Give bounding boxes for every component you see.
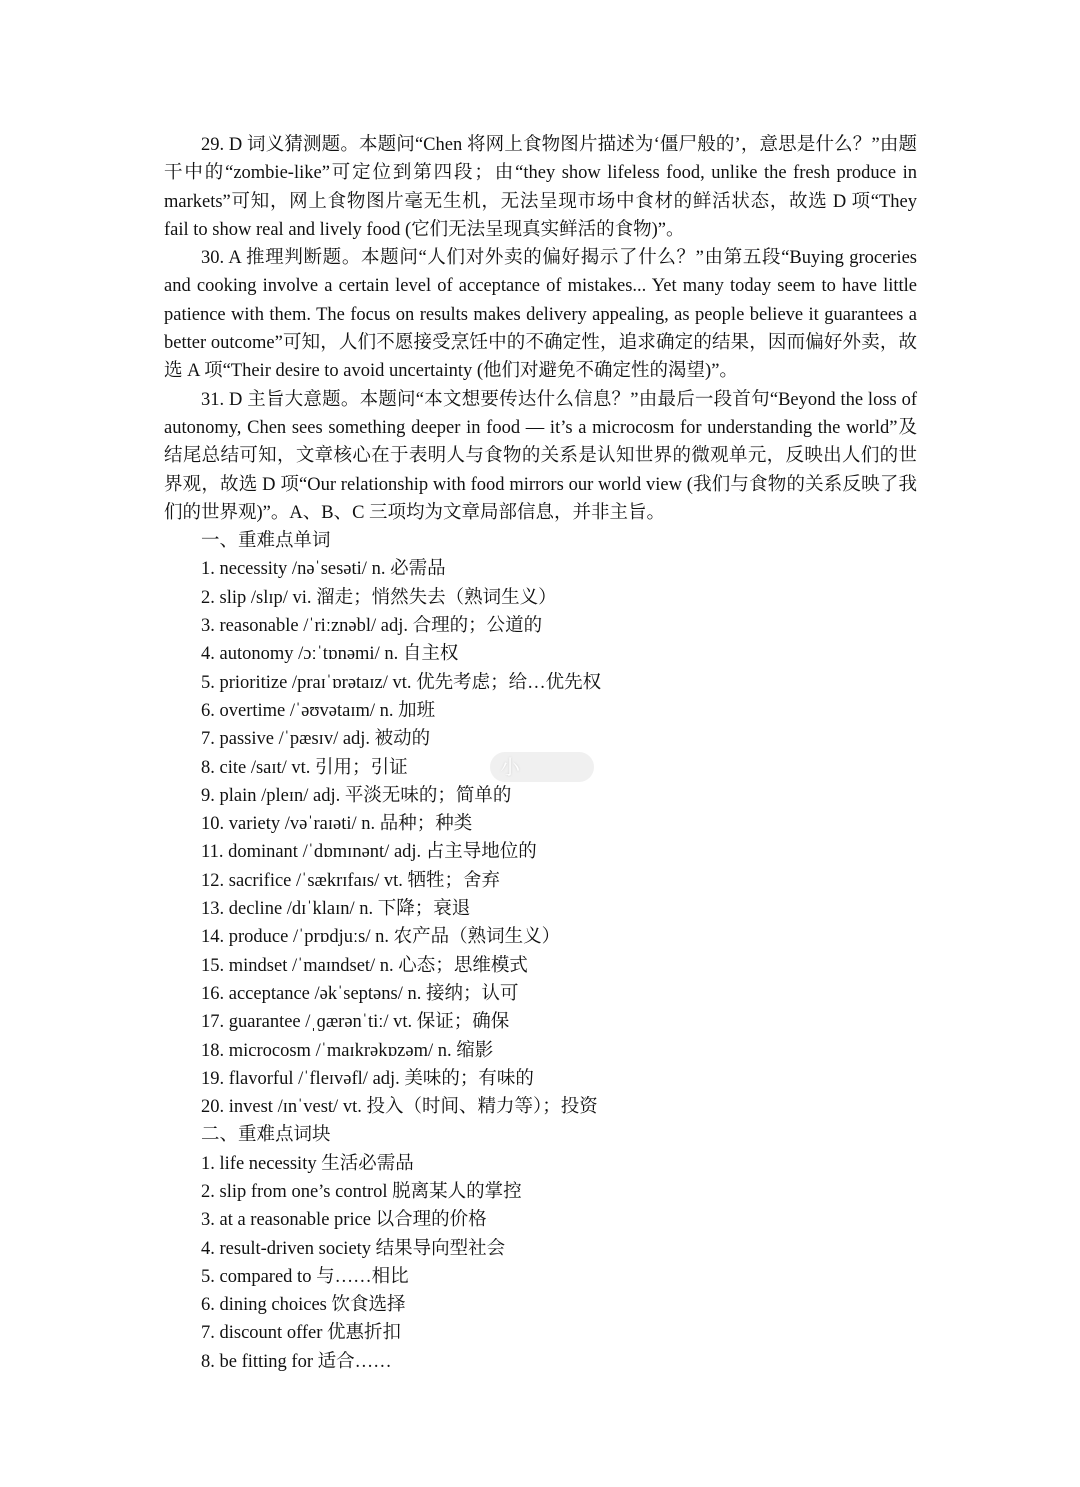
vocab-item: 7. passive /ˈpæsɪv/ adj. 被动的 xyxy=(201,729,431,750)
phrase-item: 4. result-driven society 结果导向型社会 xyxy=(201,1238,506,1259)
vocab-item: 12. sacrifice /ˈsækrɪfaɪs/ vt. 牺牲；舍弃 xyxy=(201,870,501,891)
vocab-item: 19. flavorful /ˈfleɪvəfl/ adj. 美味的；有味的 xyxy=(201,1068,534,1089)
phrase-item: 8. be fitting for 适合…… xyxy=(201,1351,392,1372)
vocab-item: 17. guarantee /ˌɡærənˈtiː/ vt. 保证；确保 xyxy=(201,1012,510,1033)
vocab-item: 10. variety /vəˈraɪəti/ n. 品种；种类 xyxy=(201,814,473,835)
vocab-item: 20. invest /ɪnˈvest/ vt. 投入（时间、精力等）；投资 xyxy=(201,1097,598,1118)
vocab-item: 16. acceptance /əkˈseptəns/ n. 接纳；认可 xyxy=(201,983,519,1004)
answer-30-paragraph: 30. A 推理判断题。本题问“人们对外卖的偏好揭示了什么？”由第五段“Buying groceries and cooking involve a certain level of acceptance of mistakes... Yet many today seem to have little patience with them. The focus on results makes delivery appealing, as people believe it guarantees a better outcome”可知，人们不愿接受烹饪中的不确定性，追求确定的结果，因而偏好外卖，故选 A 项“Their desire to avoid uncertainty (他们对避免不确定性的渴望)”。 xyxy=(164,248,917,382)
phrase-item: 2. slip from one’s control 脱离某人的掌控 xyxy=(201,1181,522,1202)
vocab-item: 18. microcosm /ˈmaɪkrəkɒzəm/ n. 缩影 xyxy=(201,1040,494,1061)
vocab-item: 11. dominant /ˈdɒmɪnənt/ adj. 占主导地位的 xyxy=(201,842,537,863)
vocab-item: 2. slip /slɪp/ vi. 溜走；悄然失去（熟词生义） xyxy=(201,587,557,608)
vocab-item: 14. produce /ˈprɒdjuːs/ n. 农产品（熟词生义） xyxy=(201,927,561,948)
vocab-list xyxy=(164,555,917,1121)
vocab-item: 13. decline /dɪˈklaɪn/ n. 下降；衰退 xyxy=(201,899,471,920)
phrase-list xyxy=(164,1150,917,1376)
vocab-item: 4. autonomy /ɔːˈtɒnəmi/ n. 自主权 xyxy=(201,644,459,665)
vocab-item: 15. mindset /ˈmaɪndset/ n. 心态；思维模式 xyxy=(201,955,528,976)
answer-31-paragraph: 31. D 主旨大意题。本题问“本文想要传达什么信息？”由最后一段首句“Beyond the loss of autonomy, Chen sees something deeper in food — it’s a microcosm for understanding the world”及结尾总结可知，文章核心在于表明人与食物的关系是认知世界的微观单元，反映出人们的世界观，故选 D 项“Our relationship with food mirrors our world view (我们与食物的关系反映了我们的世界观)”。A、B、C 三项均为文章局部信息，并非主旨。 xyxy=(164,389,917,523)
phrase-item: 3. at a reasonable price 以合理的价格 xyxy=(201,1210,487,1231)
vocab-item: 5. prioritize /praɪˈɒrətaɪz/ vt. 优先考虑；给…优先权 xyxy=(201,672,602,693)
phrase-item: 5. compared to 与……相比 xyxy=(201,1266,409,1287)
phrase-item: 1. life necessity 生活必需品 xyxy=(201,1153,414,1174)
vocab-item: 9. plain /pleɪn/ adj. 平淡无味的；简单的 xyxy=(201,785,512,806)
phrases-heading: 二、重难点词块 xyxy=(201,1125,331,1146)
vocab-item: 1. necessity /nəˈsesəti/ n. 必需品 xyxy=(201,559,446,580)
vocab-item: 8. cite /saɪt/ vt. 引用；引证 xyxy=(201,757,408,778)
answer-29-paragraph: 29. D 词义猜测题。本题问“Chen 将网上食物图片描述为‘僵尸般的’，意思是什么？”由题干中的“zombie-like”可定位到第四段；由“they show lifeless food, unlike the fresh produce in markets”可知，网上食物图片毫无生机，无法呈现市场中食材的鲜活状态，故选 D 项“They fail to show real and lively food (它们无法呈现真实鲜活的食物)”。 xyxy=(164,135,917,240)
phrase-item: 7. discount offer 优惠折扣 xyxy=(201,1323,402,1344)
phrase-item: 6. dining choices 饮食选择 xyxy=(201,1295,406,1316)
vocab-item: 6. overtime /ˈəʊvətaɪm/ n. 加班 xyxy=(201,700,436,721)
vocab-heading: 一、重难点单词 xyxy=(201,531,331,552)
watermark: 小 xyxy=(490,752,594,782)
vocab-item: 3. reasonable /ˈriːznəbl/ adj. 合理的；公道的 xyxy=(201,616,543,637)
